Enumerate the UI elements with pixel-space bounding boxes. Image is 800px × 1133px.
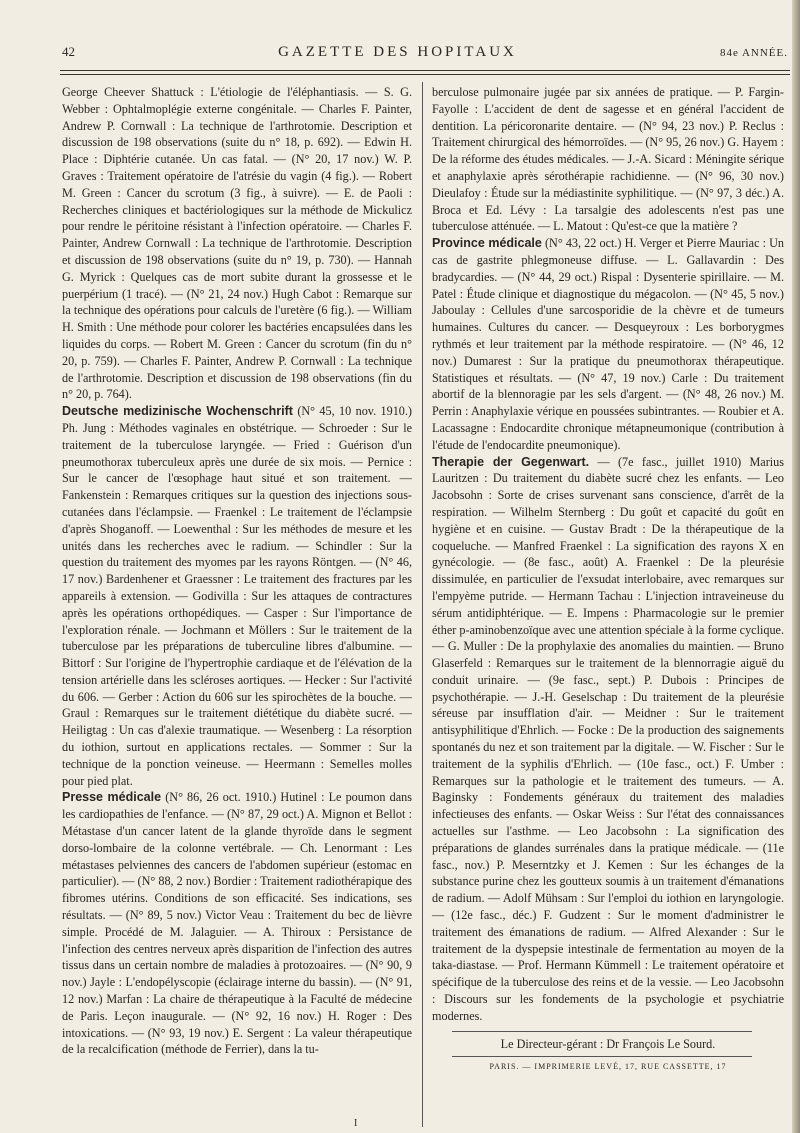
section-title: Province médicale	[432, 236, 542, 251]
section-presse-medicale	[62, 789, 412, 1058]
printer-imprint: PARIS. — IMPRIMERIE LEVÉ, 17, RUE CASSETTE, 17	[489, 1062, 727, 1072]
page-number: 42	[62, 44, 75, 59]
section-province-medicale	[432, 235, 784, 453]
director-signature: Le Directeur-gérant : Dr François Le Sourd.	[500, 1036, 716, 1051]
section-text: (N° 86, 26 oct. 1910.) Hutinel : Le poumon dans les cardiopathies de l'enfance. — (N° 87, 29 oct.) A. Mignon et Bellot : Métastase d'un cancer latent de la glande thyroïde dans le segment dorso-lombaire de la colonne vertébrale. — Ch. Lenormant : Les métastases pelviennes des cancers de l'abdomen supérieur (estomac en particulier). — (N° 88, 2 nov.) Bordier : Traitement radiothérapique des fibromes utérins. Conditions de son efficacité. Ses indications, ses résultats. — (N° 89, 5 nov.) Victor Veau : Traitement du bec de lièvre simple. Procédé de M. Jalaguier. — A. Thiroux : Persistance de l'infection des centres nerveux après disparition de l'infection des autres tissus dans un certain nombre de maladies à protozoaires. — (N° 90, 9 nov.) Jayle : L'endopélyscopie (éclairage interne du bassin). — (N° 91, 12 nov.) Marfan : La chaire de thérapeutique à la Faculté de médecine de Paris. Leçon inaugurale. — (N° 92, 16 nov.) H. Roger : Des intoxications. — (N° 93, 19 nov.) E. Sergent : La valeur thérapeutique de la recalcification (méthode de Ferrier), dans la tu-	[62, 790, 412, 1057]
paragraph-continued: George Cheever Shattuck : L'étiologie de l'éléphantiasis. — S. G. Webber : Ophtalmoplégie externe congénitale. — Charles F. Painter, Andrew P. Cornwall : La technique de l'arthrotomie. Description et discussion de 198 observations (suite du n° 18, p. 692). — Edwin H. Place : Diphtérie cutanée. Un cas fatal. — (N° 20, 17 nov.) W. P. Graves : Traitement opératoire de l'atrésie du vagin (4 fig.). — Robert M. Green : Cancer du scrotum (3 fig., à suivre). — E. de Paoli : Recherches cliniques et bactériologiques sur la méthode de Mickulicz pour rendre le péritoine résistant à l'infection opératoire. — Charles F. Painter, Andrew Cornwall : La technique de l'arthrotomie. Description et discussion de 198 observations (suite du n° 19, p. 730). — Hannah G. Myrick : Quelques cas de mort subite durant la grossesse et le puerpérium (1 tracé). — (N° 21, 24 nov.) Hugh Cabot : Remarque sur la technique des opérations pour calculs de l'uretère (6 fig.). — William H. Smith : Une méthode pour colorer les bactéries encapsulées dans les liquides du corps. — Robert M. Green : Cancer du scrotum (fin du n° 20, p. 759). — Charles F. Painter, Andrew P. Cornwall : La technique de l'arthrotomie. Description et discussion de 198 observations (fin du n° 20, p. 764).	[62, 85, 412, 402]
section-therapie-gegenwart	[432, 454, 784, 1025]
journal-title: GAZETTE DES HOPITAUX	[278, 44, 517, 60]
page-mark: I	[354, 1118, 358, 1129]
section-deutsche-wochenschrift	[62, 403, 412, 789]
paragraph-continued: berculose pulmonaire jugée par six années de pratique. — P. Fargin-Fayolle : L'accident de dent de sagesse et en général l'accident de dentition. La péricoronarite dentaire. — (N° 94, 23 nov.) P. Reclus : Traitement chirurgical des hémorroïdes. — (N° 95, 26 nov.) G. Hayem : De la réforme des études médicales. — J.-A. Sicard : Méningite sérique et anaphylaxie après sérothérapie rachidienne. — (N° 96, 30 nov.) Dieulafoy : Étude sur la médiastinite syphilitique. — (N° 97, 3 déc.) A. Broca et Ed. Lévy : La tarsalgie des adolescents n'est pas une tuberculose atténuée. — L. Matout : Qu'est-ce que la matière ?	[432, 85, 784, 234]
column-divider	[422, 82, 423, 1127]
section-title: Presse médicale	[62, 790, 162, 805]
right-column	[432, 84, 784, 1076]
section-text: (N° 45, 10 nov. 1910.) Ph. Jung : Méthodes vaginales en obstétrique. — Schroeder : Sur le traitement de la tuberculose laryngée. — Fried : Guérison d'un pneumothorax tuberculeux après une durée de six mois. — Pernice : Sur le cancer de l'œsophage haut situé et son traitement. — Fankenstein : Remarques critiques sur la question des injections sous-cutanées dans l'éclampsie. — Fraenkel : Le traitement de l'éclampsie d'après Shoganoff. — Loewenthal : Sur les méthodes de mesure et les unités dans les recherches avec le radium. — Schindler : Sur la question du traitement des myomes par les rayons Röntgen. — (N° 46, 17 nov.) Bardenhener et Graessner : Le traitement des fractures par les appareils à extension. — Godivilla : Sur les attaques de contractures après les opérations orthopédiques. — Casper : Sur l'importance de l'exploration rénale. — Jochmann et Möllers : Sur le traitement de la tuberculose par les préparations de tuberculine libres d'albumine. — Bittorf : Sur l'origine de l'hypertrophie cardiaque et de l'élévation de la tension artérielle dans les scléroses aortiques. — Hecker : Sur l'activité du 606. — Gerber : Action du 606 sur les spirochètes de la bouche. — Graul : Remarques sur le traitement diététique du diabète sucré. — Heiligtag : Un cas d'alexie traumatique. — Wesenberg : La résorption du iothion, surtout en applications rectales. — Sommer : Sur la technique de la ponction veineuse. — Heermann : Semelles molles pour pied plat.	[62, 404, 412, 788]
section-title: Therapie der Gegenwart.	[432, 454, 590, 469]
header-rule-thin	[60, 74, 790, 75]
section-text: — (7e fasc., juillet 1910) Marius Lauritzen : Du traitement du diabète sucré chez les enfants. — Leo Jacobsohn : Sorte de crises survenant sans conscience, d'arrêt de la respiration. — Wilhelm Sternberg : Du goût et capacité du goût en hygiène et en cuisine. — Gustav Bradt : De la thérapeutique de la coqueluche. — Manfred Fraenkel : La signification des rayons X en gynécologie. — (8e fasc., août) A. Fraenkel : De la pleurésie dissimulée, en particulier de l'exsudat interlobaire, avec remarques sur l'empyème putride. — Hermann Tachau : L'injection intraveineuse du sérum antidiphtérique. — E. Impens : Pharmacologie sur le premier éther p-aminobenzoïque avec une attention spéciale à la forme cyclique. — G. Muller : De la prophylaxie des anomalies du maintien. — Bruno Glaserfeld : Remarques sur le traitement de la blennorragie aiguë du conduit urinaire. — (9e fasc., sept.) P. Dubois : Principes de psychothérapie. — J.-H. Geselschap : Du traitement de la pleurésie séreuse par insufflation d'air. — Meidner : Sur le traitement antisyphilitique d'Ehrlich. — Focke : De la production des saignements spontanés du nez et son traitement par la digitale. — W. Fischer : Sur le traitement de la syphilis d'Ehrlich. — (10e fasc., oct.) F. Umber : Remarques sur la pathologie et le traitement des tumeurs. — A. Baginsky : Fondements généraux du traitement des maladies infectieuses des enfants. — Oskar Weiss : Sur l'état des connaissances actuelles sur l'asthme. — Leo Jacobsohn : La signification des préparations de glandes surrénales dans la pratique médicale. — (11e fasc., nov.) P. Meserntzky et J. Kemen : Sur les échanges de la substance purine chez les goutteux soumis à un traitement d'émanations de radium. — Adolf Mühsam : Sur l'emploi du iothion en laryngologie. — (12e fasc., déc.) F. Gudzent : Sur le moment d'administrer le traitement des émanations de radium. — Alfred Alexander : Sur le traitement de la dyspepsie intestinale de fermentation au moyen de la taka-diastase. — Prof. Hermann Kümmell : Le traitement opératoire et spécifique de la tuberculose des reins et de la vessie. — Leo Jacobsohn : Discours sur les fondements de la psychologie et psychiatrie modernes.	[432, 454, 784, 1023]
left-column	[62, 84, 412, 1058]
page-edge	[792, 0, 800, 1133]
footer-rule	[452, 1031, 752, 1032]
page-header	[62, 44, 788, 68]
imprint-rule	[452, 1056, 752, 1057]
section-text: (N° 43, 22 oct.) H. Verger et Pierre Mauriac : Un cas de gastrite phlegmoneuse diffuse. — L. Gallavardin : Des bradycardies. — (N° 44, 29 oct.) Rispal : Dysenterie spirillaire. — M. Patel : Étude clinique et diagnostique du mégacolon. — (N° 45, 5 nov.) Jaboulay : Cellules d'une sarcosporidie de la chèvre et de tumeurs humaines. Cultures du cancer. — Desqueyroux : Les borborygmes rythmés et leur traitement par la méthode respiratoire. — (N° 46, 12 nov.) Dumarest : Sur la pratique du pneumothorax thérapeutique. Statistiques et résultats. — (N° 47, 19 nov.) Carle : Du traitement abortif de la blennoragie par les sels d'argent. — (N° 48, 26 nov.) M. Perrin : Anaphylaxie vérique en poussées subintrantes. — Roubier et A. Lacassagne : Endocardite chronique métapneumonique (contribution à l'étude de l'endocardite pneumonique).	[432, 236, 784, 452]
section-title: Deutsche medizinische Wochenschrift	[62, 404, 293, 419]
journal-year: 84e ANNÉE.	[719, 47, 788, 59]
header-rule-thick	[60, 70, 790, 71]
